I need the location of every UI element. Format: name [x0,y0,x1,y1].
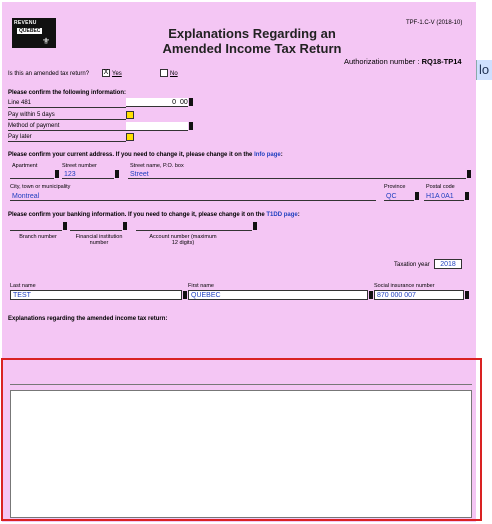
address-heading [8,152,283,159]
account-input[interactable] [136,222,252,231]
explanations-heading: Explanations regarding the amended income tax return: [8,316,168,322]
first-name-input[interactable]: QUEBEC [188,290,368,300]
amended-question: Is this an amended tax return? [8,71,90,77]
title-line2: Amended Income Tax Return [162,41,342,56]
paylater-label: Pay later [8,134,32,140]
no-label: No [170,71,178,77]
paylater-underline [8,141,126,142]
banking-heading-text: Please confirm your banking information. If you need to change it, please change it on the [8,212,265,218]
taxation-year-input[interactable]: 2018 [434,259,462,269]
apartment-label: Apartment [12,163,38,169]
sin-dropdown-icon[interactable] [465,291,469,299]
background-window-fragment [476,60,492,80]
line481-cents-input[interactable]: 00 [180,99,188,106]
form-code: TPF-1.C-V (2018-10) [406,20,463,26]
street-number-input[interactable]: 123 [62,170,114,179]
street-number-dropdown-icon[interactable] [115,170,119,178]
institution-input[interactable] [70,222,122,231]
paylater-checkbox[interactable] [126,133,134,141]
method-label: Method of payment [8,123,60,129]
street-number-label: Street number [62,163,97,169]
province-input[interactable]: QC [384,192,414,201]
highlight-box [1,358,482,521]
last-name-label: Last name [10,283,36,289]
title-line1: Explanations Regarding an [168,26,336,41]
method-dropdown-icon[interactable] [189,122,193,130]
logo-line2: QUÉBEC [19,28,41,34]
street-name-dropdown-icon[interactable] [467,170,471,178]
line481-dollars-input[interactable]: 0 [126,98,178,107]
branch-label: Branch number [19,234,57,240]
branch-dropdown-icon[interactable] [63,222,67,230]
first-name-label: First name [188,283,214,289]
yes-checkbox-mark: X [103,69,109,76]
authorization-value: RQ18-TP14 [421,57,462,66]
no-checkbox[interactable] [160,69,168,77]
pay5-underline [8,119,126,120]
confirm-info-heading: Please confirm the following information: [8,90,127,96]
authorization-label: Authorization number : [344,57,420,66]
last-name-input[interactable]: TEST [10,290,182,300]
line481-underline [8,107,126,108]
fleur-de-lis-icon: ⚜ [42,36,51,46]
method-underline [8,130,126,131]
address-heading-colon: : [280,152,283,158]
yes-checkbox[interactable] [102,69,110,77]
branch-input[interactable] [10,222,62,231]
province-dropdown-icon[interactable] [415,192,419,200]
form-title [152,26,352,56]
authorization-number [344,57,462,66]
apartment-input[interactable] [10,170,54,179]
revenu-quebec-logo [12,18,56,48]
background-window-text: lo [479,62,490,77]
t1dd-page-link[interactable]: T1DD page [266,212,298,218]
account-label: Account number (maximum 12 digits) [149,234,217,246]
last-name-dropdown-icon[interactable] [183,291,187,299]
line481-label: Line 481 [8,100,32,106]
logo-line1: REVENU [14,20,37,26]
institution-dropdown-icon[interactable] [123,222,127,230]
sin-label: Social insurance number [374,283,435,289]
account-dropdown-icon[interactable] [253,222,257,230]
info-page-link[interactable]: Info page [254,152,281,158]
apartment-dropdown-icon[interactable] [55,170,59,178]
postal-code-input[interactable]: H1A 0A1 [424,192,464,201]
institution-label: Financial institution number [75,234,123,246]
sin-input[interactable]: 870 000 007 [374,290,464,300]
postal-label: Postal code [426,184,455,190]
first-name-dropdown-icon[interactable] [369,291,373,299]
address-heading-text: Please confirm your current address. If you need to change it, please change it on the [8,152,253,158]
province-label: Province [384,184,406,190]
line481-dropdown-icon[interactable] [189,98,193,106]
postal-code-dropdown-icon[interactable] [465,192,469,200]
city-label: City, town or municipality [10,184,71,190]
banking-heading-colon: : [297,212,300,218]
street-name-label: Street name, P.O. box [130,163,184,169]
method-select[interactable] [126,122,188,131]
pay5-label: Pay within 5 days [8,112,55,118]
yes-label: Yes [112,71,122,77]
banking-heading [8,212,300,219]
pay5-checkbox[interactable] [126,111,134,119]
street-name-input[interactable]: Street [128,170,466,179]
taxation-year-label: Taxation year [394,262,430,268]
city-input[interactable]: Montreal [10,192,376,201]
